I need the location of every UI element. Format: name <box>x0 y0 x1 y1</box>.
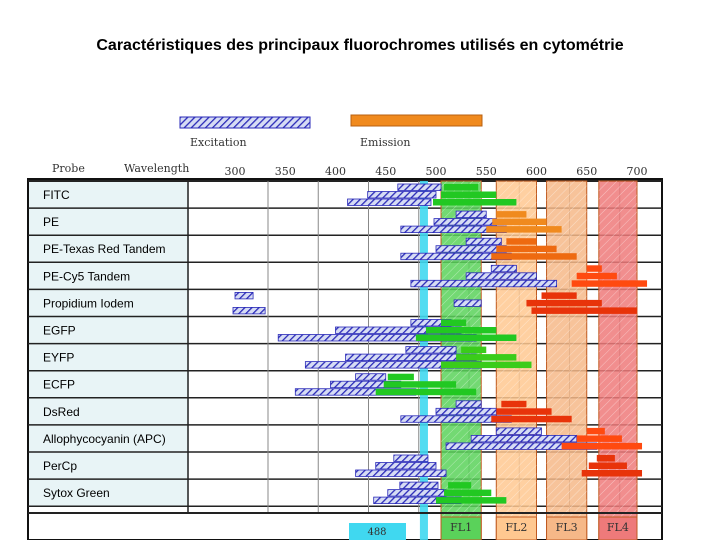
excitation-bar <box>434 219 496 226</box>
emission-bar <box>436 497 506 504</box>
emission-bar <box>572 280 647 287</box>
emission-bar <box>577 273 617 280</box>
detector-band-hatch <box>547 181 587 540</box>
excitation-bar <box>471 435 577 442</box>
x-tick-label: 350 <box>274 165 296 178</box>
x-tick-label: 400 <box>325 165 346 178</box>
emission-bar <box>441 320 466 327</box>
probe-label: PE-Cy5 Tandem <box>43 269 131 284</box>
emission-bar <box>506 238 536 245</box>
probe-label: PerCp <box>43 459 78 473</box>
excitation-bar <box>411 280 557 287</box>
emission-bar <box>444 490 491 497</box>
excitation-bar <box>388 490 446 497</box>
probe-label: ECFP <box>43 377 76 392</box>
excitation-bar <box>398 184 441 191</box>
excitation-bar <box>436 408 496 415</box>
x-tick-label: 650 <box>576 165 598 178</box>
emission-bar <box>461 347 486 354</box>
excitation-bar <box>235 292 253 299</box>
excitation-bar <box>233 307 265 314</box>
emission-bar <box>526 300 601 307</box>
excitation-bar <box>368 192 436 199</box>
probe-label: Sytox Green <box>43 486 110 501</box>
emission-bar <box>433 199 516 206</box>
probe-label: PE <box>43 215 60 230</box>
page-title: Caractéristiques des principaux fluorochromes utilisés en cytométrie <box>96 37 624 54</box>
excitation-bar <box>406 347 456 354</box>
excitation-bar <box>436 246 506 253</box>
legend-excitation-swatch <box>180 117 310 128</box>
emission-bar <box>501 401 526 408</box>
excitation-bar <box>466 273 536 280</box>
emission-bar <box>491 416 571 423</box>
probe-label: DsRed <box>43 404 80 419</box>
emission-bar <box>587 265 602 272</box>
excitation-bar <box>466 238 501 245</box>
emission-bar <box>376 389 477 396</box>
detector-band-hatch <box>599 181 637 540</box>
detector-label: FL3 <box>555 521 578 534</box>
emission-bar <box>562 443 642 450</box>
probe-label: EYFP <box>43 350 75 365</box>
emission-bar <box>496 211 526 218</box>
excitation-bar <box>400 482 438 489</box>
emission-bar <box>416 335 517 342</box>
excitation-bar <box>356 470 446 477</box>
emission-bar <box>448 482 471 489</box>
excitation-bar <box>348 199 431 206</box>
detector-label: FL4 <box>606 521 629 534</box>
emission-bar <box>496 408 551 415</box>
excitation-bar <box>376 463 436 470</box>
detector-label: FL2 <box>505 521 528 534</box>
probe-label: EGFP <box>43 323 76 338</box>
emission-bar <box>496 246 556 253</box>
excitation-bar <box>491 265 516 272</box>
emission-bar <box>589 463 627 470</box>
excitation-bar <box>456 211 486 218</box>
probe-label: PE-Texas Red Tandem <box>43 242 166 257</box>
emission-bar <box>577 435 622 442</box>
header-wavelength-label: Wavelength <box>124 162 190 175</box>
emission-bar <box>441 362 531 369</box>
emission-bar <box>426 327 496 334</box>
x-tick-label: 450 <box>375 165 397 178</box>
emission-bar <box>384 381 456 388</box>
emission-bar <box>597 455 615 462</box>
emission-bar <box>587 428 605 435</box>
probe-label: Allophycocyanin (APC) <box>43 431 166 446</box>
probe-label: FITC <box>43 188 70 202</box>
chart-legend <box>180 115 482 149</box>
emission-bar <box>542 292 577 299</box>
emission-bar <box>491 253 576 260</box>
emission-bar <box>531 307 637 314</box>
x-tick-label: 500 <box>425 165 447 178</box>
legend-excitation-label: Excitation <box>190 136 247 149</box>
legend-emission-label: Emission <box>360 136 411 149</box>
excitation-bar <box>496 428 541 435</box>
emission-bar <box>444 184 478 191</box>
x-tick-label: 700 <box>626 165 648 178</box>
detector-label: FL1 <box>450 521 473 534</box>
legend-emission-swatch <box>351 115 482 126</box>
header-probe-label: Probe <box>52 162 85 175</box>
emission-bar <box>492 219 546 226</box>
x-tick-label: 550 <box>475 165 497 178</box>
x-tick-label: 600 <box>526 165 547 178</box>
excitation-bar <box>456 401 481 408</box>
x-axis-ticks <box>225 165 648 178</box>
emission-bar <box>582 470 642 477</box>
excitation-bar <box>356 374 386 381</box>
emission-bar <box>456 354 516 361</box>
excitation-bar <box>454 300 481 307</box>
probe-label: Propidium Iodem <box>43 296 134 311</box>
emission-bar <box>441 192 496 199</box>
x-tick-label: 300 <box>224 165 246 178</box>
laser-label: 488 <box>367 527 387 538</box>
emission-bar <box>486 226 561 233</box>
emission-bar <box>388 374 414 381</box>
excitation-bar <box>394 455 428 462</box>
